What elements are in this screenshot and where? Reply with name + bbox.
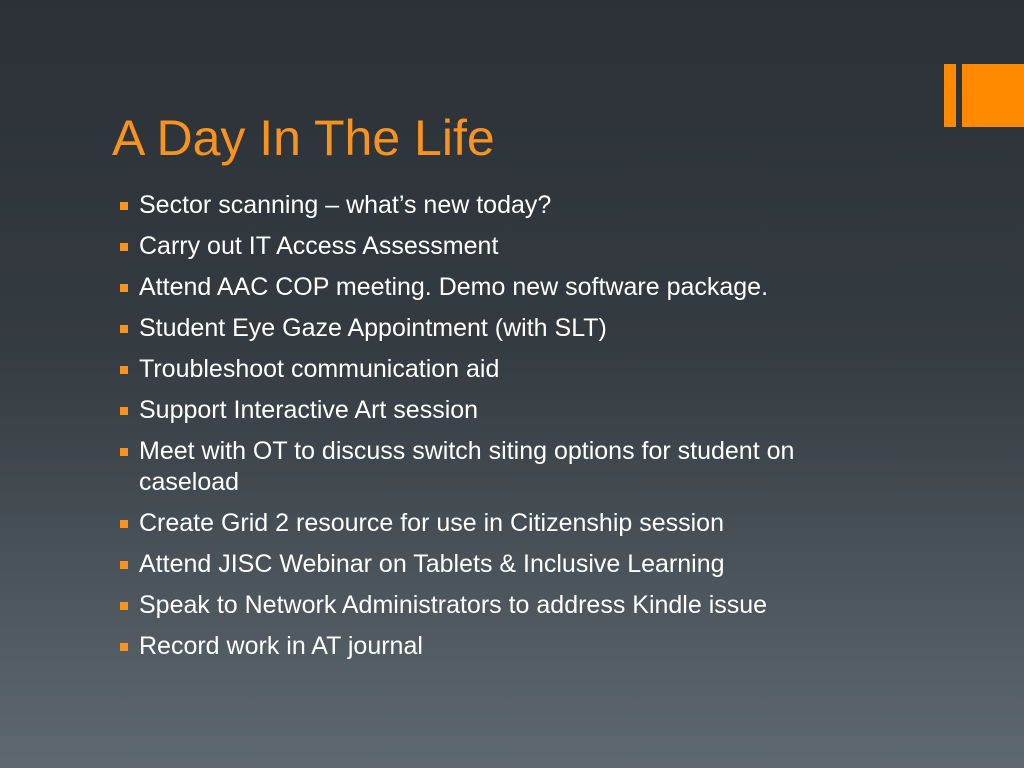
bullet-item <box>118 436 898 498</box>
square-bullet-icon <box>120 520 128 528</box>
square-bullet-icon <box>120 243 128 251</box>
bullet-item <box>118 272 898 303</box>
accent-bar-thin <box>944 64 956 127</box>
bullet-item <box>118 190 898 221</box>
square-bullet-icon <box>120 448 128 456</box>
bullet-text: Carry out IT Access Assessment <box>139 232 499 260</box>
bullet-list <box>118 190 898 672</box>
bullet-text: Speak to Network Administrators to address Kindle issue <box>139 591 768 619</box>
square-bullet-icon <box>120 407 128 415</box>
square-bullet-icon <box>120 325 128 333</box>
square-bullet-icon <box>120 202 128 210</box>
bullet-item <box>118 549 898 580</box>
corner-accent-graphic <box>944 64 1024 127</box>
bullet-text: Student Eye Gaze Appointment (with SLT) <box>139 314 607 342</box>
bullet-item <box>118 313 898 344</box>
bullet-text: Attend JISC Webinar on Tablets & Inclusive Learning <box>139 550 725 578</box>
square-bullet-icon <box>120 284 128 292</box>
bullet-text: Sector scanning – what’s new today? <box>139 191 552 219</box>
bullet-item <box>118 508 898 539</box>
bullet-text: Record work in AT journal <box>139 632 423 660</box>
bullet-text: Create Grid 2 resource for use in Citizenship session <box>139 509 724 537</box>
bullet-text: Attend AAC COP meeting. Demo new software package. <box>139 273 769 301</box>
bullet-text: Meet with OT to discuss switch siting options for student on caseload <box>139 437 795 496</box>
bullet-item <box>118 631 898 662</box>
bullet-item <box>118 395 898 426</box>
bullet-item <box>118 590 898 621</box>
bullet-text: Support Interactive Art session <box>139 396 479 424</box>
bullet-item <box>118 231 898 262</box>
slide-title: A Day In The Life <box>112 110 495 166</box>
square-bullet-icon <box>120 643 128 651</box>
accent-bar-wide <box>962 64 1024 127</box>
square-bullet-icon <box>120 366 128 374</box>
square-bullet-icon <box>120 602 128 610</box>
bullet-item <box>118 354 898 385</box>
square-bullet-icon <box>120 561 128 569</box>
bullet-text: Troubleshoot communication aid <box>139 355 500 383</box>
